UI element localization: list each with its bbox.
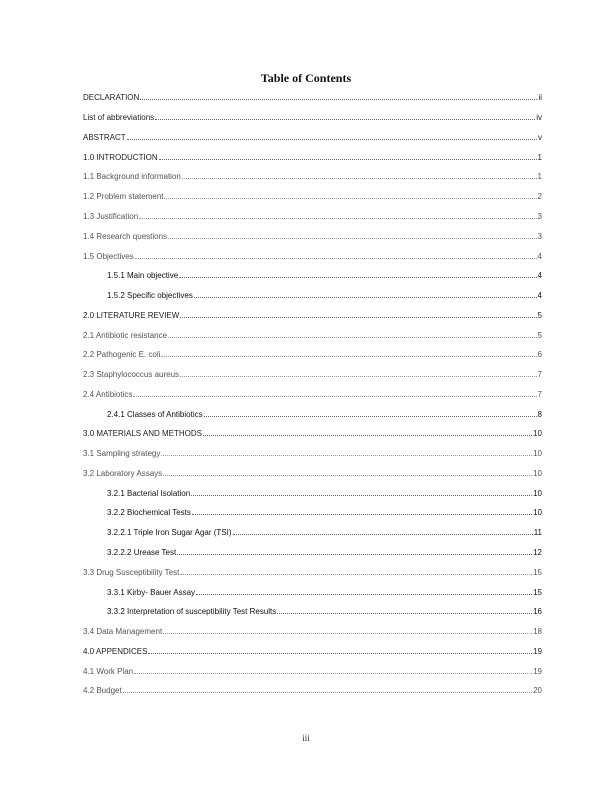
toc-entry-label: 1.0 INTRODUCTION xyxy=(83,152,158,162)
toc-entry-label: 3.3.2 Interpretation of susceptibility Test Results xyxy=(107,607,277,617)
toc-entry-label: 1.3 Justification xyxy=(83,211,139,221)
toc-entry[interactable] xyxy=(83,384,542,404)
toc-entry-page: v xyxy=(538,132,542,142)
toc-entry[interactable] xyxy=(83,325,542,345)
toc-entry-label: 1.5.2 Specific objectives xyxy=(107,291,193,301)
toc-entry-label: 1.4 Research questions xyxy=(83,231,168,241)
toc-entry-label: 1.5.1 Main objective xyxy=(107,271,179,281)
toc-entry-page: 6 xyxy=(537,350,542,360)
dot-leader xyxy=(204,416,537,417)
toc-entry-label: 3.4 Data Management xyxy=(83,627,163,637)
dot-leader xyxy=(203,435,532,436)
toc-entry-page: 16 xyxy=(533,607,542,617)
dot-leader xyxy=(196,594,532,595)
dot-leader xyxy=(161,455,532,456)
toc-entry[interactable] xyxy=(83,266,542,286)
toc-entry-page: 10 xyxy=(533,488,542,498)
dot-leader xyxy=(168,238,536,239)
toc-entry-page: 3 xyxy=(537,211,542,221)
toc-entry-label: 3.2.2.1 Triple Iron Sugar Agar (TSI) xyxy=(107,528,232,538)
toc-entry-label: 3.2.2.2 Urease Test xyxy=(107,547,177,557)
dot-leader xyxy=(163,633,532,634)
page-title: Table of Contents xyxy=(260,71,352,85)
toc-entry-page: 2 xyxy=(537,192,542,202)
toc-entry-page: 5 xyxy=(537,330,542,340)
toc-entry[interactable] xyxy=(83,602,542,622)
toc-entry-label: DECLARATION xyxy=(83,93,140,103)
toc-entry[interactable] xyxy=(83,88,542,108)
toc-entry[interactable] xyxy=(83,503,542,523)
toc-entry-label: 3.2.1 Bacterial Isolation xyxy=(107,488,191,498)
toc-entry-page: ii xyxy=(538,93,542,103)
toc-entry[interactable] xyxy=(83,226,542,246)
dot-leader xyxy=(180,376,536,377)
dot-leader xyxy=(194,297,537,298)
dot-leader xyxy=(123,692,532,693)
toc-entry-page: 1 xyxy=(537,152,542,162)
dot-leader xyxy=(140,99,537,100)
toc-entry[interactable] xyxy=(83,108,542,128)
toc-entry[interactable] xyxy=(83,582,542,602)
toc-entry[interactable] xyxy=(83,661,542,681)
toc-entry[interactable] xyxy=(83,543,542,563)
toc-entry-label: 3.3.1 Kirby- Bauer Assay xyxy=(107,587,196,597)
toc-entry-page: 18 xyxy=(533,627,542,637)
dot-leader xyxy=(148,653,532,654)
toc-entry[interactable] xyxy=(83,641,542,661)
toc-entry[interactable] xyxy=(83,207,542,227)
toc-entry-page: 20 xyxy=(533,686,542,696)
toc-entry-page: 19 xyxy=(533,666,542,676)
dot-leader xyxy=(179,277,536,278)
toc-entry-page: 15 xyxy=(533,587,542,597)
toc-entry-page: 8 xyxy=(537,409,542,419)
dot-leader xyxy=(191,495,532,496)
toc-entry[interactable] xyxy=(83,246,542,266)
toc-entry-label: 2.1 Antibiotic resistance xyxy=(83,330,168,340)
dot-leader xyxy=(164,198,536,199)
toc-entry-label: 1.1 Background information xyxy=(83,172,181,182)
toc-entry-label: 3.3 Drug Susceptibility Test xyxy=(83,567,180,577)
toc-entry-page: iv xyxy=(536,113,542,123)
toc-entry-label: 2.4 Antibiotics xyxy=(83,389,133,399)
toc-entry-label: 3.2 Laboratory Assays xyxy=(83,468,163,478)
toc-entry-page: 7 xyxy=(537,370,542,380)
toc-entry[interactable] xyxy=(83,424,542,444)
toc-entry-label: 3.2.2 Biochemical Tests xyxy=(107,508,191,518)
toc-entry[interactable] xyxy=(83,305,542,325)
dot-leader xyxy=(277,613,532,614)
dot-leader xyxy=(135,258,537,259)
toc-entry-label: List of abbreviations xyxy=(83,113,155,123)
toc-entry-page: 15 xyxy=(533,567,542,577)
toc-entry[interactable] xyxy=(83,147,542,167)
dot-leader xyxy=(192,514,532,515)
toc-entry-page: 10 xyxy=(533,508,542,518)
toc-entry[interactable] xyxy=(83,187,542,207)
page-number: iii xyxy=(302,733,310,743)
dot-leader xyxy=(161,356,536,357)
toc-entry-page: 10 xyxy=(533,429,542,439)
toc-entry[interactable] xyxy=(83,167,542,187)
toc-entry-page: 10 xyxy=(533,449,542,459)
dot-leader xyxy=(168,337,537,338)
dot-leader xyxy=(177,554,532,555)
dot-leader xyxy=(155,119,535,120)
toc-entry-label: 3.0 MATERIALS AND METHODS xyxy=(83,429,202,439)
toc-entry[interactable] xyxy=(83,365,542,385)
dot-leader xyxy=(163,475,532,476)
toc-entry-page: 3 xyxy=(537,231,542,241)
dot-leader xyxy=(180,574,532,575)
dot-leader xyxy=(139,218,536,219)
toc-entry-label: 2.2 Pathogenic E. coli xyxy=(83,350,161,360)
toc-entry-page: 4 xyxy=(537,291,542,301)
toc-entry[interactable] xyxy=(83,622,542,642)
toc-entry-label: 2.3 Staphylococcus aureus xyxy=(83,370,180,380)
toc-entry-page: 5 xyxy=(537,310,542,320)
toc-entry-page: 4 xyxy=(537,271,542,281)
dot-leader xyxy=(127,139,537,140)
dot-leader xyxy=(133,396,536,397)
toc-entry[interactable] xyxy=(83,464,542,484)
toc-entry-label: 1.5 Objectives xyxy=(83,251,134,261)
toc-entry[interactable] xyxy=(83,681,542,701)
dot-leader xyxy=(182,178,537,179)
dot-leader xyxy=(134,673,532,674)
toc-entry-page: 12 xyxy=(533,547,542,557)
toc-entry[interactable] xyxy=(83,562,542,582)
toc-entry-label: 4.0 APPENDICES xyxy=(83,646,148,656)
dot-leader xyxy=(180,317,536,318)
toc-entry-page: 19 xyxy=(533,646,542,656)
dot-leader xyxy=(159,159,537,160)
toc-entry-page: 4 xyxy=(537,251,542,261)
toc-entry-label: ABSTRACT xyxy=(83,132,126,142)
toc-entry[interactable] xyxy=(83,128,542,148)
toc-entry-page: 11 xyxy=(533,528,542,538)
toc-entry-page: 10 xyxy=(533,468,542,478)
toc-entry[interactable] xyxy=(83,483,542,503)
toc-entry-label: 3.1 Sampling strategy xyxy=(83,449,161,459)
toc-entry-label: 1.2 Problem statement xyxy=(83,192,164,202)
toc-entry[interactable] xyxy=(83,286,542,306)
toc-entry-label: 2.0 LITERATURE REVIEW xyxy=(83,310,180,320)
dot-leader xyxy=(233,534,533,535)
toc-entry[interactable] xyxy=(83,345,542,365)
toc-entry[interactable] xyxy=(83,444,542,464)
toc-entry[interactable] xyxy=(83,404,542,424)
toc-entry-page: 7 xyxy=(537,389,542,399)
toc-entry-page: 1 xyxy=(537,172,542,182)
table-of-contents xyxy=(83,88,542,701)
toc-entry-label: 4.1 Work Plan xyxy=(83,666,134,676)
toc-entry[interactable] xyxy=(83,523,542,543)
toc-entry-label: 4.2 Budget xyxy=(83,686,122,696)
toc-entry-label: 2.4.1 Classes of Antibiotics xyxy=(107,409,203,419)
